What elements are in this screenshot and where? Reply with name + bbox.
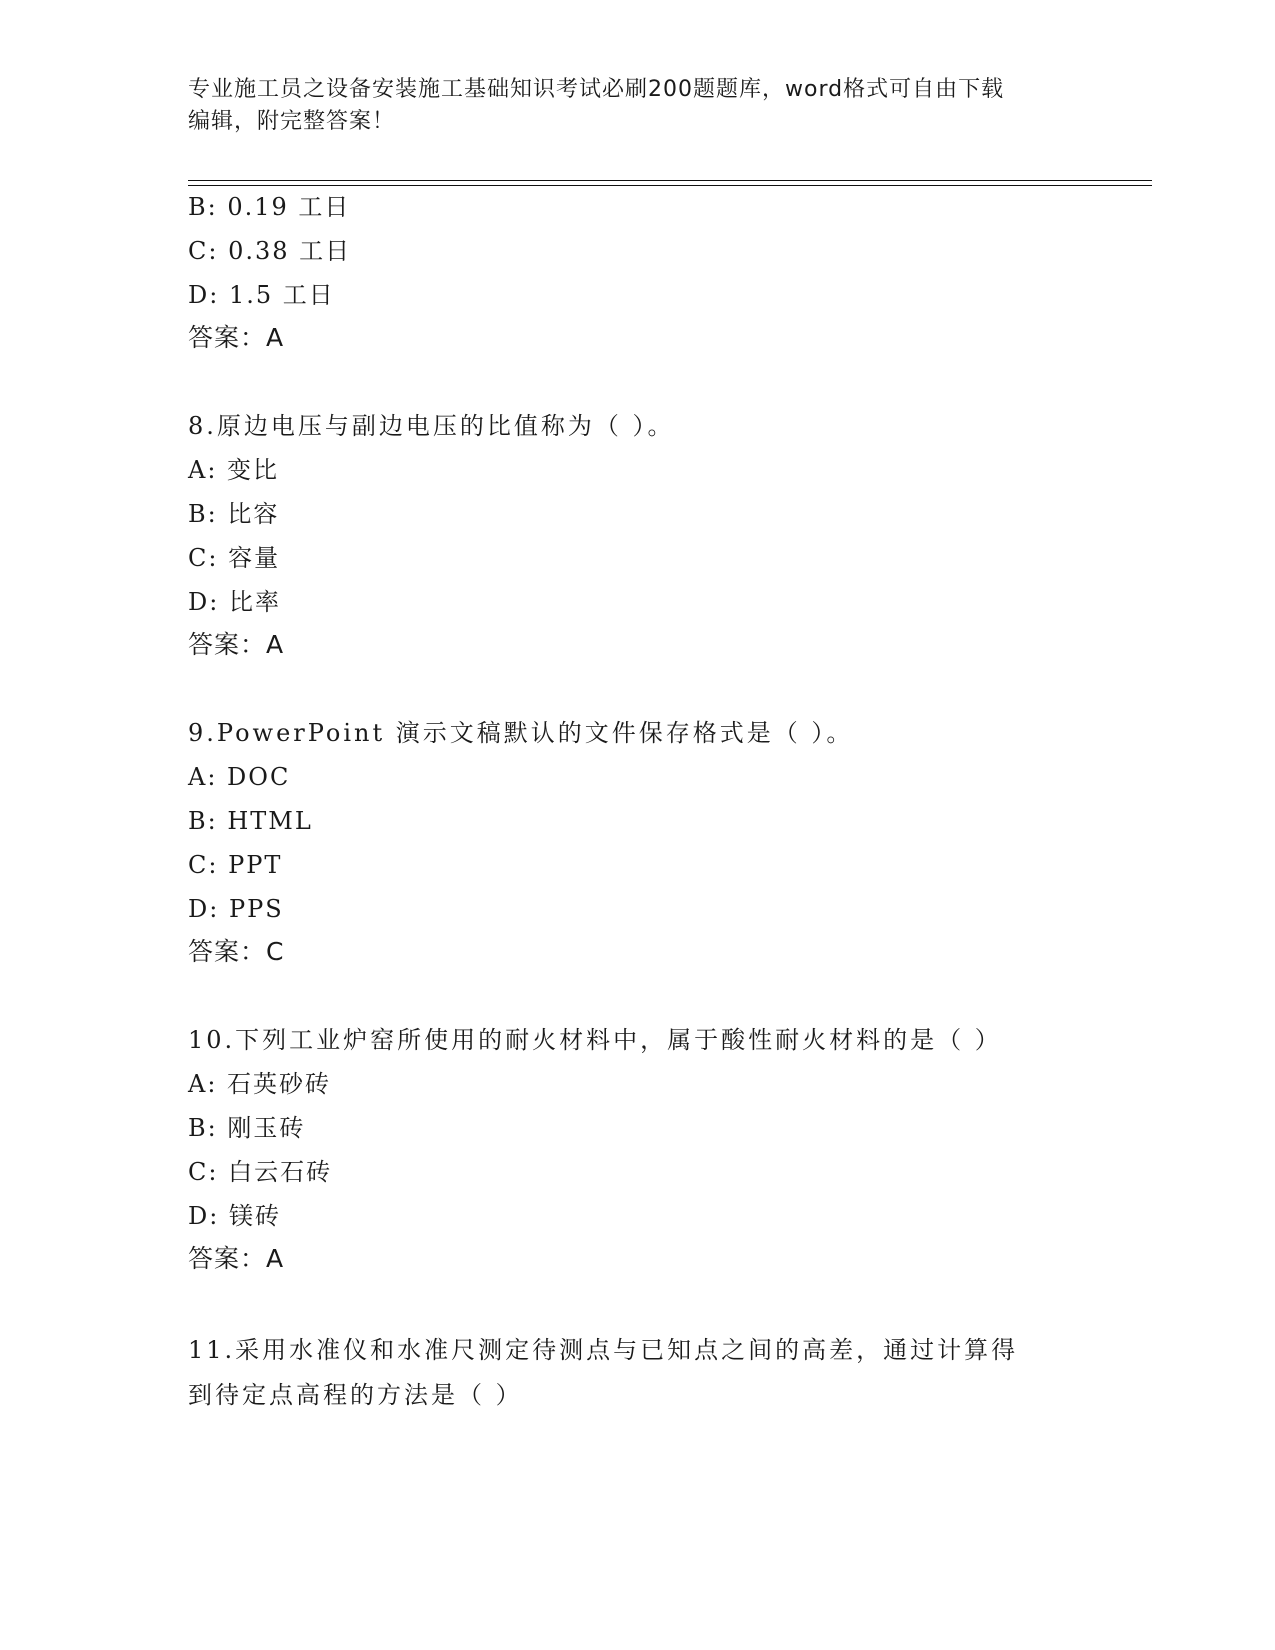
q10-option-a: A: 石英砂砖 xyxy=(188,1070,332,1098)
q8-option-b: B: 比容 xyxy=(188,500,280,528)
q9-option-d: D: PPS xyxy=(188,895,284,923)
q7-option-b: B: 0.19 工日 xyxy=(188,193,351,221)
q10-option-c: C: 白云石砖 xyxy=(188,1158,333,1186)
q9-stem: 9.PowerPoint 演示文稿默认的文件保存格式是（ ）。 xyxy=(188,719,854,747)
q9-option-a: A: DOC xyxy=(188,763,291,791)
q10-option-b: B: 刚玉砖 xyxy=(188,1114,306,1142)
q11-stem-line-2: 到待定点高程的方法是（ ） xyxy=(188,1381,523,1409)
header-line-2: 编辑，附完整答案！ xyxy=(188,109,396,134)
q10-stem: 10.下列工业炉窑所使用的耐火材料中，属于酸性耐火材料的是（ ） xyxy=(188,1026,1002,1054)
q7-option-d: D: 1.5 工日 xyxy=(188,281,335,309)
document-header xyxy=(188,74,1078,138)
q9-option-b: B: HTML xyxy=(188,807,313,835)
header-divider-top xyxy=(188,180,1152,181)
q8-option-a: A: 变比 xyxy=(188,456,280,484)
q11-stem-line-1: 11.采用水准仪和水准尺测定待测点与已知点之间的高差，通过计算得 xyxy=(188,1336,1019,1364)
q8-option-d: D: 比率 xyxy=(188,588,281,616)
header-divider-bottom xyxy=(188,185,1152,186)
q9-answer: 答案：C xyxy=(188,937,285,966)
q7-option-c: C: 0.38 工日 xyxy=(188,237,352,265)
q10-option-d: D: 镁砖 xyxy=(188,1202,281,1230)
q8-option-c: C: 容量 xyxy=(188,544,281,572)
q8-answer: 答案：A xyxy=(188,630,285,659)
q7-answer: 答案：A xyxy=(188,323,285,352)
header-line-1: 专业施工员之设备安装施工基础知识考试必刷200题题库，word格式可自由下载 xyxy=(188,77,1005,102)
q8-stem: 8.原边电压与副边电压的比值称为（ ）。 xyxy=(188,412,675,440)
q10-answer: 答案：A xyxy=(188,1244,285,1273)
q9-option-c: C: PPT xyxy=(188,851,283,879)
